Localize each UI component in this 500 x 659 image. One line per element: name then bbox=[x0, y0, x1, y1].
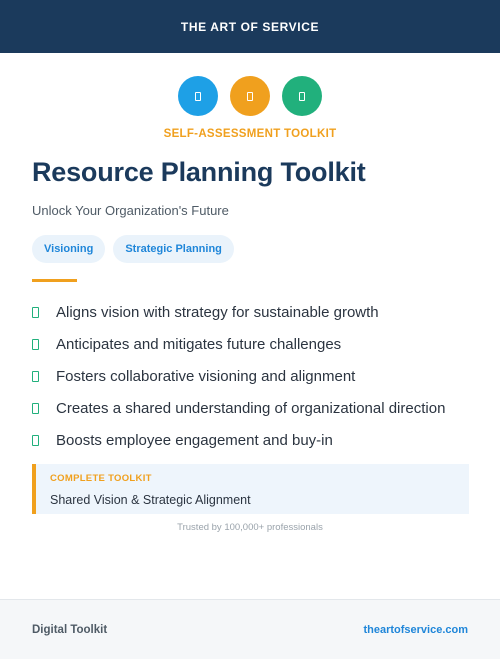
complete-toolkit-callout bbox=[32, 464, 469, 514]
benefit-text: Creates a shared understanding of organizational direction bbox=[56, 399, 446, 417]
benefit-text: Boosts employee engagement and buy-in bbox=[56, 431, 333, 449]
document-glyph bbox=[247, 92, 253, 101]
footer-label: Digital Toolkit bbox=[32, 623, 108, 636]
document-glyph bbox=[195, 92, 201, 101]
benefit-text: Fosters collaborative visioning and alignment bbox=[56, 367, 356, 385]
callout-label: COMPLETE TOOLKIT bbox=[50, 473, 152, 484]
brand-title: THE ART OF SERVICE bbox=[180, 19, 320, 34]
list-item bbox=[32, 392, 472, 424]
list-item bbox=[32, 328, 472, 360]
footer-bar bbox=[0, 599, 500, 659]
website-link[interactable]: theartofservice.com bbox=[363, 623, 468, 636]
document-glyph bbox=[299, 92, 305, 101]
list-item bbox=[32, 424, 472, 456]
eyebrow-label: SELF-ASSESSMENT TOOLKIT bbox=[163, 128, 337, 140]
check-icon bbox=[32, 435, 39, 446]
page-title: Resource Planning Toolkit bbox=[32, 157, 366, 187]
benefit-text: Anticipates and mitigates future challenges bbox=[56, 335, 342, 353]
tag-strategic-planning: Strategic Planning bbox=[113, 235, 234, 263]
document-icon bbox=[230, 76, 270, 116]
check-icon bbox=[32, 371, 39, 382]
check-icon bbox=[32, 339, 39, 350]
list-item bbox=[32, 360, 472, 392]
page-subtitle: Unlock Your Organization's Future bbox=[32, 203, 229, 218]
document-icon bbox=[282, 76, 322, 116]
check-icon bbox=[32, 403, 39, 414]
benefit-text: Aligns vision with strategy for sustainable growth bbox=[56, 303, 379, 321]
trust-note: Trusted by 100,000+ professionals bbox=[177, 522, 323, 533]
icon-row bbox=[0, 76, 500, 116]
list-item bbox=[32, 296, 472, 328]
tag-visioning: Visioning bbox=[32, 235, 105, 263]
callout-value: Shared Vision & Strategic Alignment bbox=[50, 493, 251, 507]
tag-list bbox=[32, 235, 234, 263]
accent-divider bbox=[32, 279, 77, 282]
check-icon bbox=[32, 307, 39, 318]
header-bar bbox=[0, 0, 500, 53]
document-icon bbox=[178, 76, 218, 116]
benefit-list bbox=[32, 296, 472, 456]
